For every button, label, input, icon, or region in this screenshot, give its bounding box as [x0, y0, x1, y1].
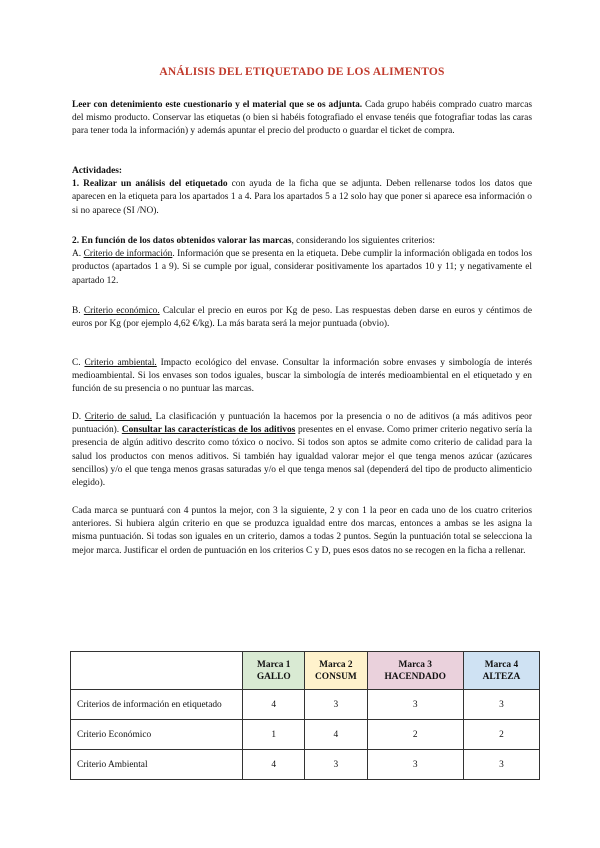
- table-row: [71, 720, 540, 750]
- header-empty-cell: [71, 652, 243, 690]
- criterion-cell: Criterios de información en etiquetado: [71, 690, 243, 720]
- criterion-a-label: Criterio de información: [83, 249, 173, 260]
- score-cell: 2: [367, 720, 463, 750]
- criterion-a-prefix: A.: [72, 249, 84, 260]
- activity-2-section: [72, 235, 532, 288]
- intro-paragraph: [72, 99, 532, 139]
- score-cell: 4: [243, 690, 305, 720]
- criterion-b: [72, 305, 532, 331]
- header-brand-3: [367, 652, 463, 690]
- score-cell: 3: [305, 750, 367, 780]
- criterion-d-bold: Consultar las características de los aditivos: [121, 425, 296, 436]
- criterion-c: [72, 357, 532, 397]
- page-title: ANÁLISIS DEL ETIQUETADO DE LOS ALIMENTOS: [159, 66, 445, 78]
- criterion-d: [72, 411, 532, 490]
- table-header-row: [71, 652, 540, 690]
- score-cell: 4: [243, 750, 305, 780]
- criterion-d-text-2: presentes en el envase. Como primer criterio negativo sería la presencia de algún aditivo descrito como tóxico o nocivo. Si todos son aptos se admite como criterio de calidad para la salud los productos con menos aditivos. Si también hay igualdad valorar mejor el que tenga menos azúcar (azúcares sencillos) y/o el que tenga menos grasas saturadas y/o el que tenga menos sal (dependerá del tipo de producto alimenticio elegido).: [72, 425, 533, 489]
- score-cell: 3: [367, 690, 463, 720]
- criterion-b-text: Calcular el precio en euros por Kg de peso. Las respuestas deben darse en euros y céntimos de euros por Kg (por ejemplo 4,62 €/kg). La más barata será la mejor puntuada (obvio).: [72, 306, 532, 330]
- activity-2-bold: 2. En función de los datos obtenidos valorar las marcas: [72, 236, 292, 246]
- brand-4-line1: Marca 4: [484, 659, 519, 670]
- brand-1-line1: Marca 1: [257, 659, 291, 670]
- score-cell: 2: [463, 720, 539, 750]
- brand-1-name: GALLO: [256, 671, 291, 682]
- activity-1-bold: 1. Realizar un análisis del etiquetado: [72, 179, 228, 190]
- intro-bold: Leer con detenimiento este cuestionario y el material que se os adjunta.: [72, 100, 363, 110]
- table-row: [71, 690, 540, 720]
- criterion-d-text-1: La clasificación y puntuación la hacemos por la presencia o no de aditivos (a más aditivos peor puntuación).: [72, 412, 532, 436]
- score-cell: 4: [305, 720, 367, 750]
- activities-section: [72, 165, 532, 218]
- table-row: [71, 750, 540, 780]
- header-brand-2: [305, 652, 367, 690]
- brand-2-line1: Marca 2: [319, 659, 353, 670]
- criterion-cell: Criterio Ambiental: [71, 750, 243, 780]
- activity-2-text: , considerando los siguientes criterios:: [291, 236, 435, 246]
- score-cell: 3: [367, 750, 463, 780]
- header-brand-4: [463, 652, 539, 690]
- scoring-text: Cada marca se puntuará con 4 puntos la mejor, con 3 la siguiente, 2 y con 1 la peor en cada uno de los cuatro criterios anteriores. Si hubiera algún criterio en que se produzca igualdad entre dos marcas, entonces a ambas se les asigna la misma puntuación. Si todas son iguales en un criterio, damos a todas 2 puntos. Según la puntuación total se selecciona la mejor marca. Justificar el orden de puntuación en los criterios C y D, pues esos datos no se recogen en la ficha a rellenar.: [72, 506, 532, 556]
- criterion-b-label: Criterio económico.: [83, 306, 160, 316]
- criterion-c-text: Impacto ecológico del envase. Consultar la información sobre envases y simbología de interés medioambiental. Si los envases son todos iguales, buscar la simbología de interés medioambiental en el etiquetado y en función de su presencia o no puntuar las marcas.: [72, 358, 532, 395]
- brand-2-name: CONSUM: [315, 671, 357, 682]
- activities-heading: Actividades:: [72, 166, 122, 176]
- intro-text: Cada grupo habéis comprado cuatro marcas del mismo producto. Conservar las etiquetas (o bien si habéis fotografiado el envase tenéis que fotografiar todas las caras para tener toda la información) y además apuntar el precio del producto o guardar el ticket de compra.: [72, 100, 532, 137]
- brand-4-name: ALTEZA: [482, 671, 521, 682]
- criterion-cell: Criterio Económico: [71, 720, 243, 750]
- criterion-d-label: Criterio de salud.: [84, 412, 153, 422]
- brand-3-line1: Marca 3: [398, 659, 432, 670]
- criterion-c-prefix: C.: [72, 358, 85, 368]
- scoring-paragraph: [72, 505, 532, 558]
- score-cell: 1: [243, 720, 305, 750]
- criterion-c-label: Criterio ambiental.: [84, 358, 157, 368]
- criterion-d-prefix: D.: [72, 412, 85, 422]
- score-cell: 3: [463, 690, 539, 720]
- scores-table: [70, 651, 540, 780]
- criterion-a-text: . Información que se presenta en la etiqueta. Debe cumplir la información obligada en todos los productos (apartados 1 a 9). Si se cumple por igual, considerar positivamente los apartados 10 y 11; y negativamente el apartado 12.: [72, 249, 532, 286]
- header-brand-1: [243, 652, 305, 690]
- brand-3-name: HACENDADO: [384, 671, 446, 682]
- score-cell: 3: [463, 750, 539, 780]
- criterion-b-prefix: B.: [72, 306, 84, 316]
- score-cell: 3: [305, 690, 367, 720]
- activity-1-text: con ayuda de la ficha que se adjunta. Deben rellenarse todos los datos que aparecen en la etiqueta para los apartados 1 a 4. Para los apartados 5 a 12 solo hay que poner si aparece esa información o si no aparece (SI /NO).: [72, 179, 532, 216]
